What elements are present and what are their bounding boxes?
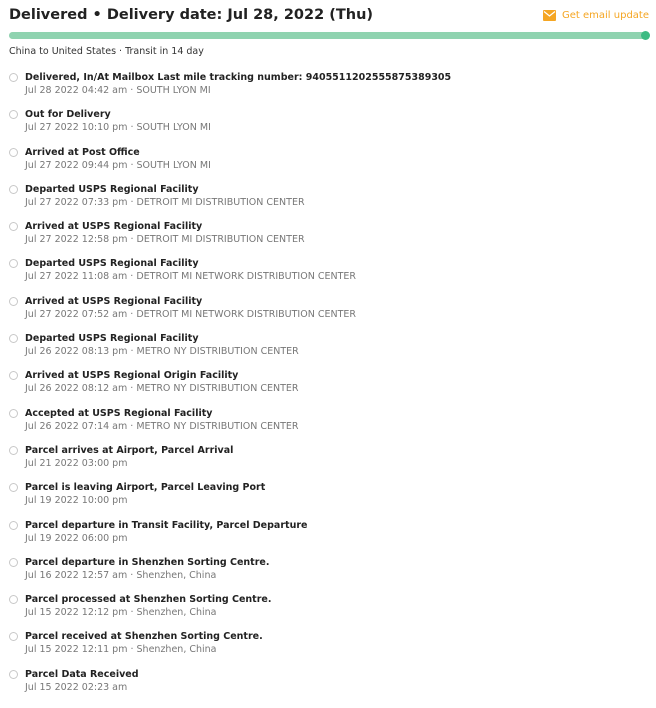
event-time-location: Jul 15 2022 12:12 pm · Shenzhen, China (25, 607, 217, 619)
event-description: Arrived at USPS Regional Facility (25, 221, 203, 233)
timeline-dot-icon (9, 409, 18, 418)
delivery-progress-bar (9, 32, 649, 39)
timeline-dot-icon (9, 110, 18, 119)
timeline-dot-icon (9, 222, 18, 231)
event-time-location: Jul 27 2022 07:52 am · DETROIT MI NETWORK DISTRIBUTION CENTER (25, 308, 356, 320)
event-time-location: Jul 19 2022 06:00 pm (25, 532, 128, 544)
event-description: Parcel departure in Transit Facility, Parcel Departure (25, 519, 308, 531)
event-time-location: Jul 16 2022 12:57 am · Shenzhen, China (25, 569, 217, 581)
timeline-dot-icon (9, 148, 18, 157)
event-time-location: Jul 26 2022 07:14 am · METRO NY DISTRIBUTION CENTER (25, 420, 299, 432)
event-time-location: Jul 15 2022 02:23 am (25, 681, 128, 693)
route-summary: China to United States · Transit in 14 day (9, 46, 204, 57)
event-time-location: Jul 26 2022 08:13 pm · METRO NY DISTRIBUTION CENTER (25, 346, 299, 358)
event-time-location: Jul 27 2022 10:10 pm · SOUTH LYON MI (25, 122, 211, 134)
tracking-event (9, 481, 649, 518)
event-time-location: Jul 27 2022 07:33 pm · DETROIT MI DISTRIBUTION CENTER (25, 196, 305, 208)
timeline-dot-icon (9, 521, 18, 530)
event-time-location: Jul 27 2022 11:08 am · DETROIT MI NETWORK DISTRIBUTION CENTER (25, 271, 356, 283)
tracking-header (9, 6, 649, 30)
tracking-events-list (9, 71, 649, 705)
event-description: Parcel is leaving Airport, Parcel Leaving Port (25, 482, 266, 494)
tracking-event (9, 444, 649, 481)
tracking-event (9, 519, 649, 556)
event-time-location: Jul 27 2022 12:58 pm · DETROIT MI DISTRIBUTION CENTER (25, 234, 305, 246)
timeline-dot-icon (9, 259, 18, 268)
delivery-progress-fill (9, 32, 649, 39)
tracking-event (9, 332, 649, 369)
tracking-event (9, 556, 649, 593)
event-time-location: Jul 26 2022 08:12 am · METRO NY DISTRIBUTION CENTER (25, 383, 299, 395)
timeline-dot-icon (9, 483, 18, 492)
tracking-event (9, 369, 649, 406)
event-description: Parcel departure in Shenzhen Sorting Centre. (25, 556, 270, 568)
event-description: Accepted at USPS Regional Facility (25, 407, 213, 419)
tracking-event (9, 593, 649, 630)
event-description: Parcel received at Shenzhen Sorting Centre. (25, 631, 263, 643)
tracking-event (9, 668, 649, 705)
event-description: Parcel Data Received (25, 668, 139, 680)
timeline-dot-icon (9, 558, 18, 567)
event-time-location: Jul 15 2022 12:11 pm · Shenzhen, China (25, 644, 217, 656)
event-time-location: Jul 21 2022 03:00 pm (25, 457, 128, 469)
timeline-dot-icon (9, 73, 18, 82)
event-description: Parcel arrives at Airport, Parcel Arrival (25, 444, 234, 456)
timeline-dot-icon (9, 632, 18, 641)
tracking-event (9, 108, 649, 145)
event-description: Out for Delivery (25, 109, 111, 121)
get-email-update-button[interactable] (543, 10, 649, 21)
event-description: Departed USPS Regional Facility (25, 183, 199, 195)
tracking-event (9, 630, 649, 667)
event-description: Arrived at USPS Regional Origin Facility (25, 370, 239, 382)
timeline-dot-icon (9, 297, 18, 306)
timeline-dot-icon (9, 446, 18, 455)
event-time-location: Jul 27 2022 09:44 pm · SOUTH LYON MI (25, 159, 211, 171)
tracking-event (9, 71, 649, 108)
event-description: Departed USPS Regional Facility (25, 333, 199, 345)
timeline-dot-icon (9, 371, 18, 380)
tracking-event (9, 295, 649, 332)
progress-end-dot (641, 31, 650, 40)
tracking-event (9, 407, 649, 444)
timeline-dot-icon (9, 670, 18, 679)
timeline-dot-icon (9, 185, 18, 194)
event-time-location: Jul 19 2022 10:00 pm (25, 495, 128, 507)
event-description: Arrived at USPS Regional Facility (25, 295, 203, 307)
delivery-status-title: Delivered • Delivery date: Jul 28, 2022 (Thu) (9, 7, 374, 23)
event-description: Delivered, In/At Mailbox Last mile tracking number: 9405511202555875389305 (25, 72, 452, 83)
tracking-event (9, 183, 649, 220)
timeline-dot-icon (9, 595, 18, 604)
mail-icon (543, 10, 556, 21)
get-email-update-label: Get email update (562, 10, 649, 21)
tracking-event (9, 257, 649, 294)
event-description: Arrived at Post Office (25, 146, 140, 158)
tracking-event (9, 220, 649, 257)
event-description: Parcel processed at Shenzhen Sorting Centre. (25, 594, 272, 606)
timeline-dot-icon (9, 334, 18, 343)
event-time-location: Jul 28 2022 04:42 am · SOUTH LYON MI (25, 85, 211, 96)
tracking-event (9, 146, 649, 183)
event-description: Departed USPS Regional Facility (25, 258, 199, 270)
